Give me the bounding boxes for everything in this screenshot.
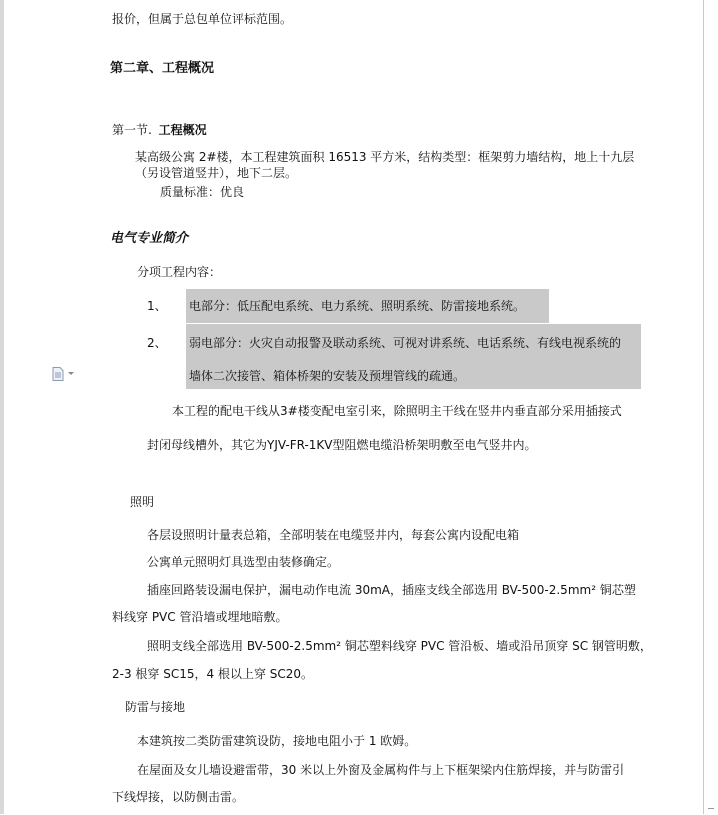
section-prefix: 第一节. [112, 123, 152, 137]
power-line: 本工程的配电干线从3#楼变配电室引来，除照明主干线在竖井内垂直部分采用插接式 [172, 404, 622, 418]
lighting-line: 照明支线全部选用 BV-500-2.5mm² 铜芯塑料线穿 PVC 管沿板、墙或沿吊顶穿 SC 钢管明敷， [147, 639, 652, 653]
quality-standard: 质量标准：优良 [160, 185, 245, 199]
lightning-title: 防雷与接地 [125, 700, 186, 714]
vertical-scrollbar[interactable] [703, 0, 718, 814]
lightning-line: 下线焊接，以防侧击雷。 [112, 790, 245, 804]
lighting-line: 料线穿 PVC 管沿墙或埋地暗敷。 [112, 610, 288, 624]
chapter-title: 第二章、工程概况 [110, 61, 215, 76]
sub-items-title: 分项工程内容： [137, 265, 222, 279]
lightning-line: 本建筑按二类防雷建筑设防，接地电阻小于 1 欧姆。 [137, 734, 417, 748]
list-number: 2、 [147, 336, 167, 350]
text-line: 报价，但属于总包单位评标范围。 [112, 12, 293, 26]
list-item: 电部分：低压配电系统、电力系统、照明系统、防雷接地系统。 [189, 299, 526, 313]
left-margin-bar [0, 0, 4, 814]
lighting-line: 公寓单元照明灯具选型由装修确定。 [147, 555, 340, 569]
overview-line: （另设管道竖井），地下二层。 [135, 166, 298, 180]
lighting-line: 2-3 根穿 SC15，4 根以上穿 SC20。 [112, 667, 314, 681]
electrical-title: 电气专业简介 [110, 231, 189, 246]
list-item-continuation: 墙体二次接管、箱体桥架的安装及预埋管线的疏通。 [189, 369, 466, 383]
list-number: 1、 [147, 299, 167, 313]
lightning-line: 在屋面及女儿墙设避雷带，30 米以上外窗及金属构件与上下框架梁内住筋焊接，并与防雷引 [137, 763, 625, 777]
section-title: 工程概况 [158, 123, 207, 137]
overview-line: 某高级公寓 2#楼，本工程建筑面积 16513 平方米，结构类型：框架剪力墙结构，地上十九层 [135, 150, 635, 164]
section-heading [112, 122, 207, 138]
chevron-down-icon[interactable] [68, 372, 74, 376]
power-line: 封闭母线槽外，其它为YJV-FR-1KV型阻燃电缆沿桥架明敷至电气竖井内。 [147, 438, 537, 452]
list-item: 弱电部分：火灾自动报警及联动系统、可视对讲系统、电话系统、有线电视系统的 [189, 336, 622, 350]
lighting-line: 各层设照明计量表总箱，全部明装在电缆竖井内，每套公寓内设配电箱 [147, 528, 520, 542]
document-icon[interactable] [52, 367, 64, 381]
lighting-title: 照明 [130, 495, 155, 509]
lighting-line: 插座回路装设漏电保护，漏电动作电流 30mA，插座支线全部选用 BV-500-2.5mm² 铜芯塑 [147, 583, 636, 597]
